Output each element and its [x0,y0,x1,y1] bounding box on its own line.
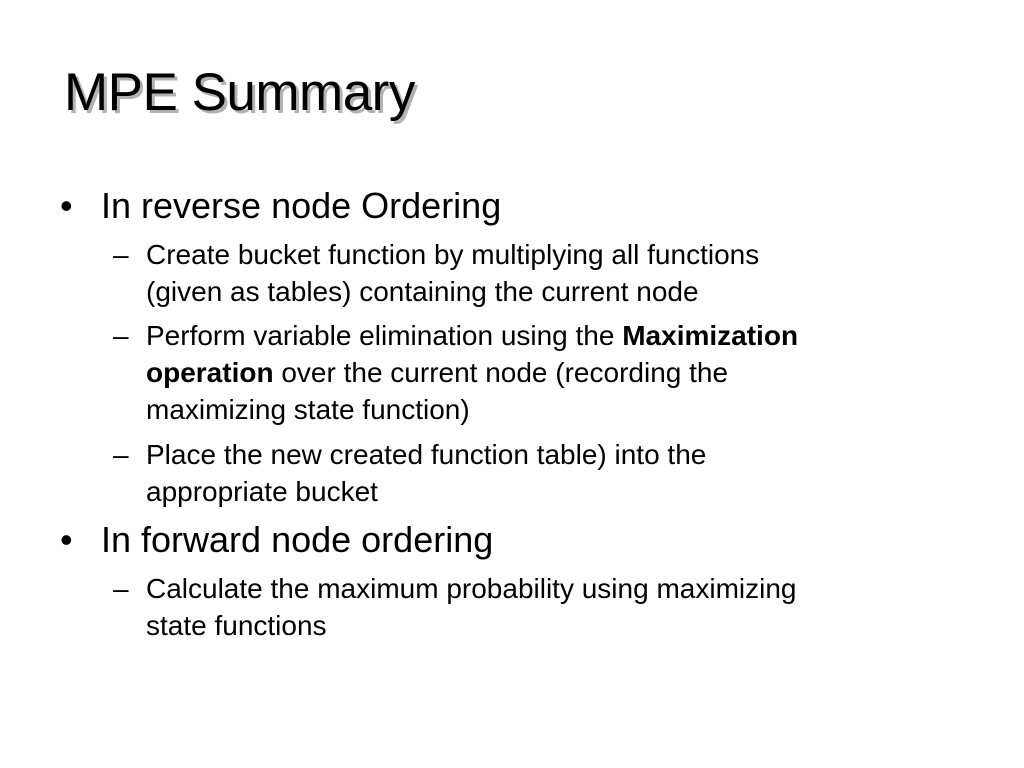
sub-bullet-text-line: appropriate bucket [146,476,378,507]
emphasis-text: operation [146,357,274,388]
sub-bullet-text-line: Calculate the maximum probability using maximizing [146,573,797,604]
sub-bullet-text-line: state functions [146,610,327,641]
emphasis-text: Maximization [622,320,799,351]
bullet-marker: • [60,519,73,560]
sub-bullet-text-line [146,354,728,391]
sub-bullet-marker: – [113,439,129,470]
sub-bullet-marker: – [113,573,129,604]
sub-bullet-marker: – [113,239,129,270]
sub-bullet-text-line: maximizing state function) [146,394,470,425]
slide-title: MPE Summary [64,63,415,122]
bullet-marker: • [60,185,73,226]
bullet-text: In reverse node Ordering [101,185,502,226]
sub-bullet-text-line: Create bucket function by multiplying all functions [146,239,760,270]
sub-bullet-text: over the current node (recording the [273,357,729,388]
sub-bullet-marker: – [113,320,129,351]
sub-bullet-text-line: Place the new created function table) into the [146,439,707,470]
sub-bullet-text-line [146,317,798,354]
sub-bullet-text: Perform variable elimination using the [146,320,623,351]
bullet-text: In forward node ordering [101,519,494,560]
sub-bullet-text-line: (given as tables) containing the current node [146,276,699,307]
